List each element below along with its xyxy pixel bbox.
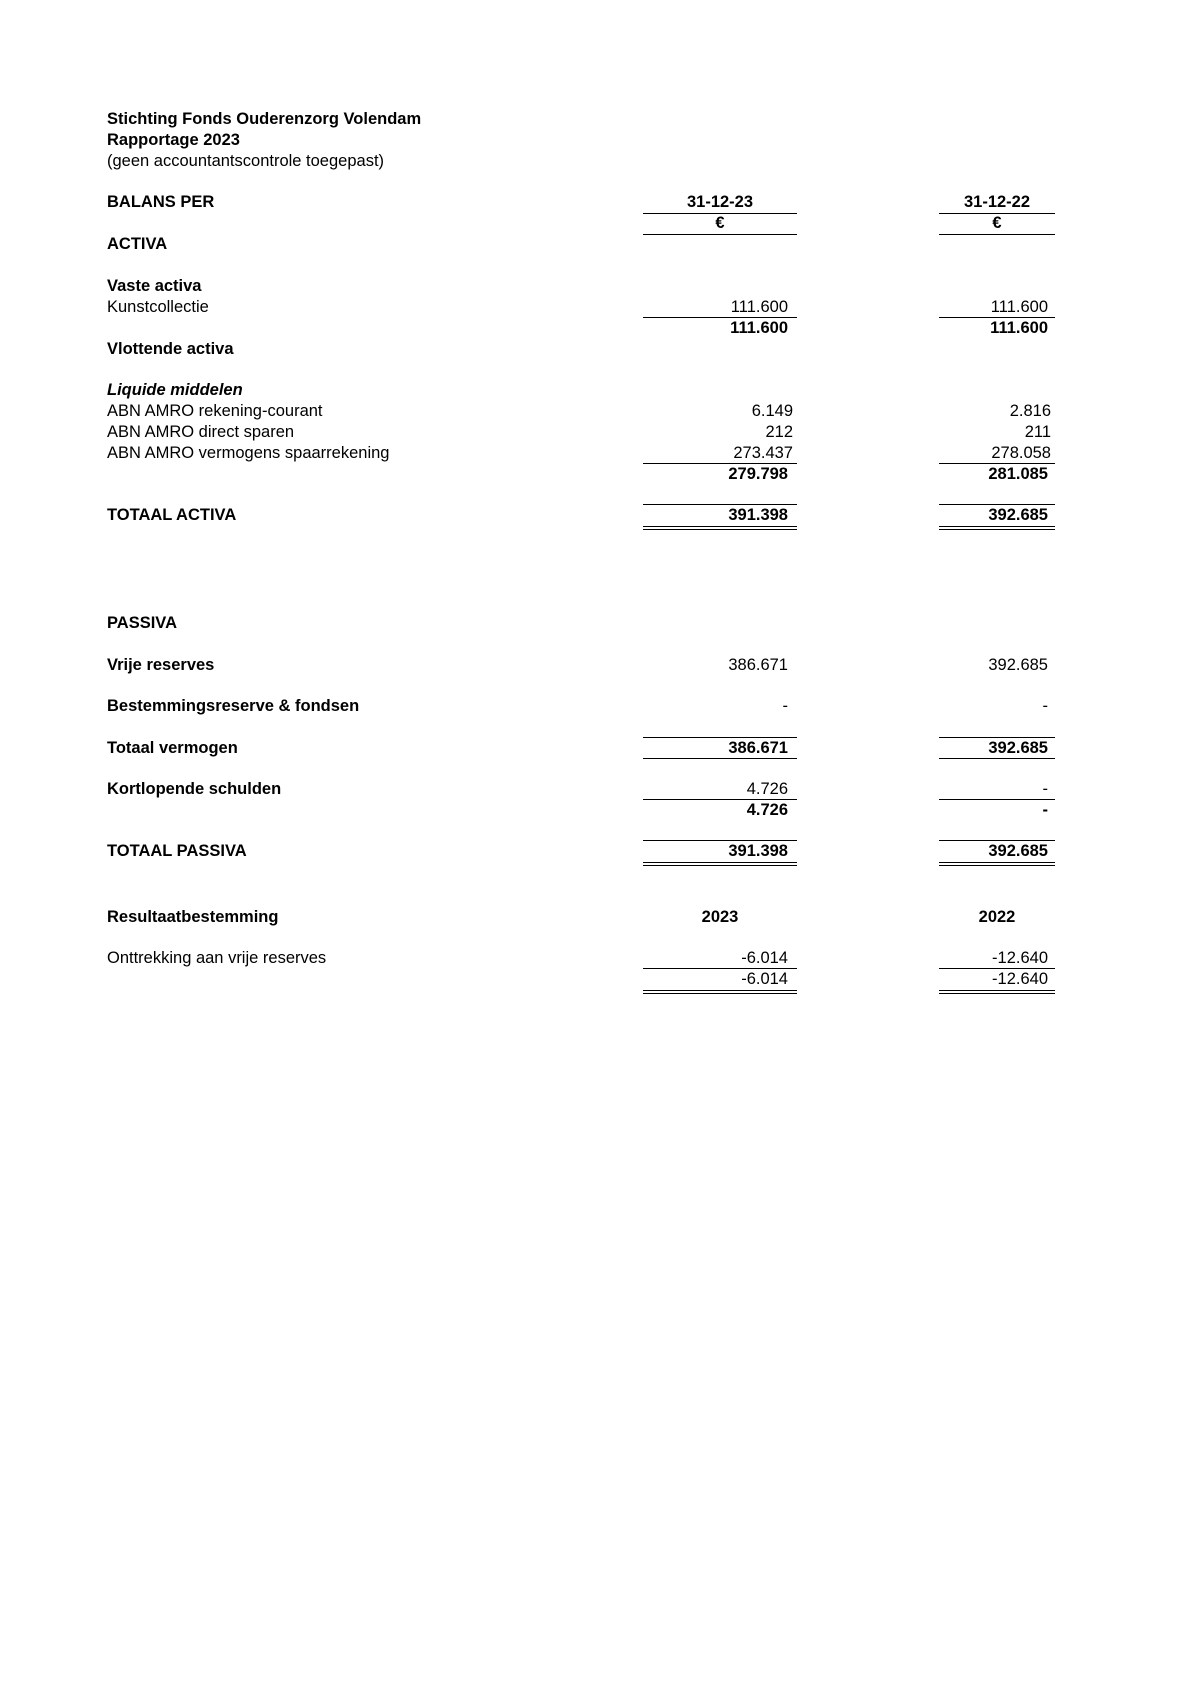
totaal-passiva-double-rule-1b [643,865,797,866]
organization-name: Stichting Fonds Ouderenzorg Volendam [107,110,422,128]
balance-title: BALANS PER [107,193,215,211]
totaal-activa-2023: 391.398 [728,506,788,524]
totaal-vermogen-2022: 392.685 [988,739,1048,757]
col1-currency: € [715,214,725,232]
bestemmingsreserve-label: Bestemmingsreserve & fondsen [107,697,360,715]
totaal-activa-double-rule-1b [643,529,797,530]
rekening-courant-2023: 6.149 [751,402,793,420]
resultaat-double-rule-2a [939,990,1055,991]
totaal-vermogen-bottom-rule-2 [939,758,1055,759]
direct-sparen-label: ABN AMRO direct sparen [107,423,295,441]
vrije-reserves-2023: 386.671 [728,656,788,674]
totaal-activa-double-rule-1a [643,526,797,527]
totaal-activa-2022: 392.685 [988,506,1048,524]
rekening-courant-2022: 2.816 [1009,402,1051,420]
totaal-vermogen-label: Totaal vermogen [107,739,238,757]
col2-currency: € [992,214,1002,232]
col1-date: 31-12-23 [686,193,754,211]
kunstcollectie-2023: 111.600 [730,298,788,316]
totaal-passiva-2023: 391.398 [728,842,788,860]
totaal-passiva-2022: 392.685 [988,842,1048,860]
activa-heading: ACTIVA [107,235,168,253]
bestemmingsreserve-2023: - [782,697,788,715]
resultaat-double-rule-1a [643,990,797,991]
totaal-vermogen-bottom-rule-1 [643,758,797,759]
kortlopende-schulden-label: Kortlopende schulden [107,780,282,798]
resultaat-year-2023: 2023 [701,908,739,926]
totaal-activa-label: TOTAAL ACTIVA [107,506,237,524]
kunstcollectie-2022: 111.600 [990,298,1048,316]
vaste-total-2022: 111.600 [990,319,1048,337]
kortlopende-total-2022: - [1042,801,1048,819]
vrije-reserves-label: Vrije reserves [107,656,215,674]
resultaat-year-2022: 2022 [978,908,1016,926]
onttrekking-label: Onttrekking aan vrije reserves [107,949,327,967]
audit-note: (geen accountantscontrole toegepast) [107,152,385,170]
totaal-passiva-double-rule-2b [939,865,1055,866]
resultaat-double-rule-2b [939,993,1055,994]
vermogens-spaarrekening-2023: 273.437 [733,444,793,462]
report-title: Rapportage 2023 [107,131,240,149]
totaal-passiva-double-rule-1a [643,862,797,863]
liquide-middelen-heading: Liquide middelen [107,381,243,399]
totaal-vermogen-2023: 386.671 [728,739,788,757]
kortlopende-total-2023: 4.726 [746,801,788,819]
vrije-reserves-2022: 392.685 [988,656,1048,674]
col1-currency-rule [643,234,797,235]
resultaat-total-2023: -6.014 [741,970,788,988]
vlottende-activa-heading: Vlottende activa [107,340,234,358]
rekening-courant-label: ABN AMRO rekening-courant [107,402,323,420]
vermogens-spaarrekening-2022: 278.058 [991,444,1051,462]
resultaatbestemming-heading: Resultaatbestemming [107,908,279,926]
kortlopende-schulden-2023: 4.726 [746,780,788,798]
resultaat-double-rule-1b [643,993,797,994]
passiva-heading: PASSIVA [107,614,177,632]
onttrekking-2022: -12.640 [992,949,1048,967]
bestemmingsreserve-2022: - [1042,697,1048,715]
vaste-total-2023: 111.600 [730,319,788,337]
liquide-total-2022: 281.085 [988,465,1048,483]
vermogens-spaarrekening-label: ABN AMRO vermogens spaarrekening [107,444,390,462]
vaste-activa-heading: Vaste activa [107,277,202,295]
totaal-activa-double-rule-2a [939,526,1055,527]
kortlopende-rule-2 [939,799,1055,800]
totaal-passiva-label: TOTAAL PASSIVA [107,842,247,860]
direct-sparen-2023: 212 [765,423,793,441]
kortlopende-schulden-2022: - [1042,780,1048,798]
onttrekking-2023: -6.014 [741,949,788,967]
kunstcollectie-label: Kunstcollectie [107,298,209,316]
liquide-total-2023: 279.798 [728,465,788,483]
totaal-passiva-double-rule-2a [939,862,1055,863]
resultaat-total-2022: -12.640 [992,970,1048,988]
direct-sparen-2022: 211 [1024,423,1051,441]
col2-currency-rule [939,234,1055,235]
col2-date: 31-12-22 [963,193,1031,211]
totaal-activa-double-rule-2b [939,529,1055,530]
